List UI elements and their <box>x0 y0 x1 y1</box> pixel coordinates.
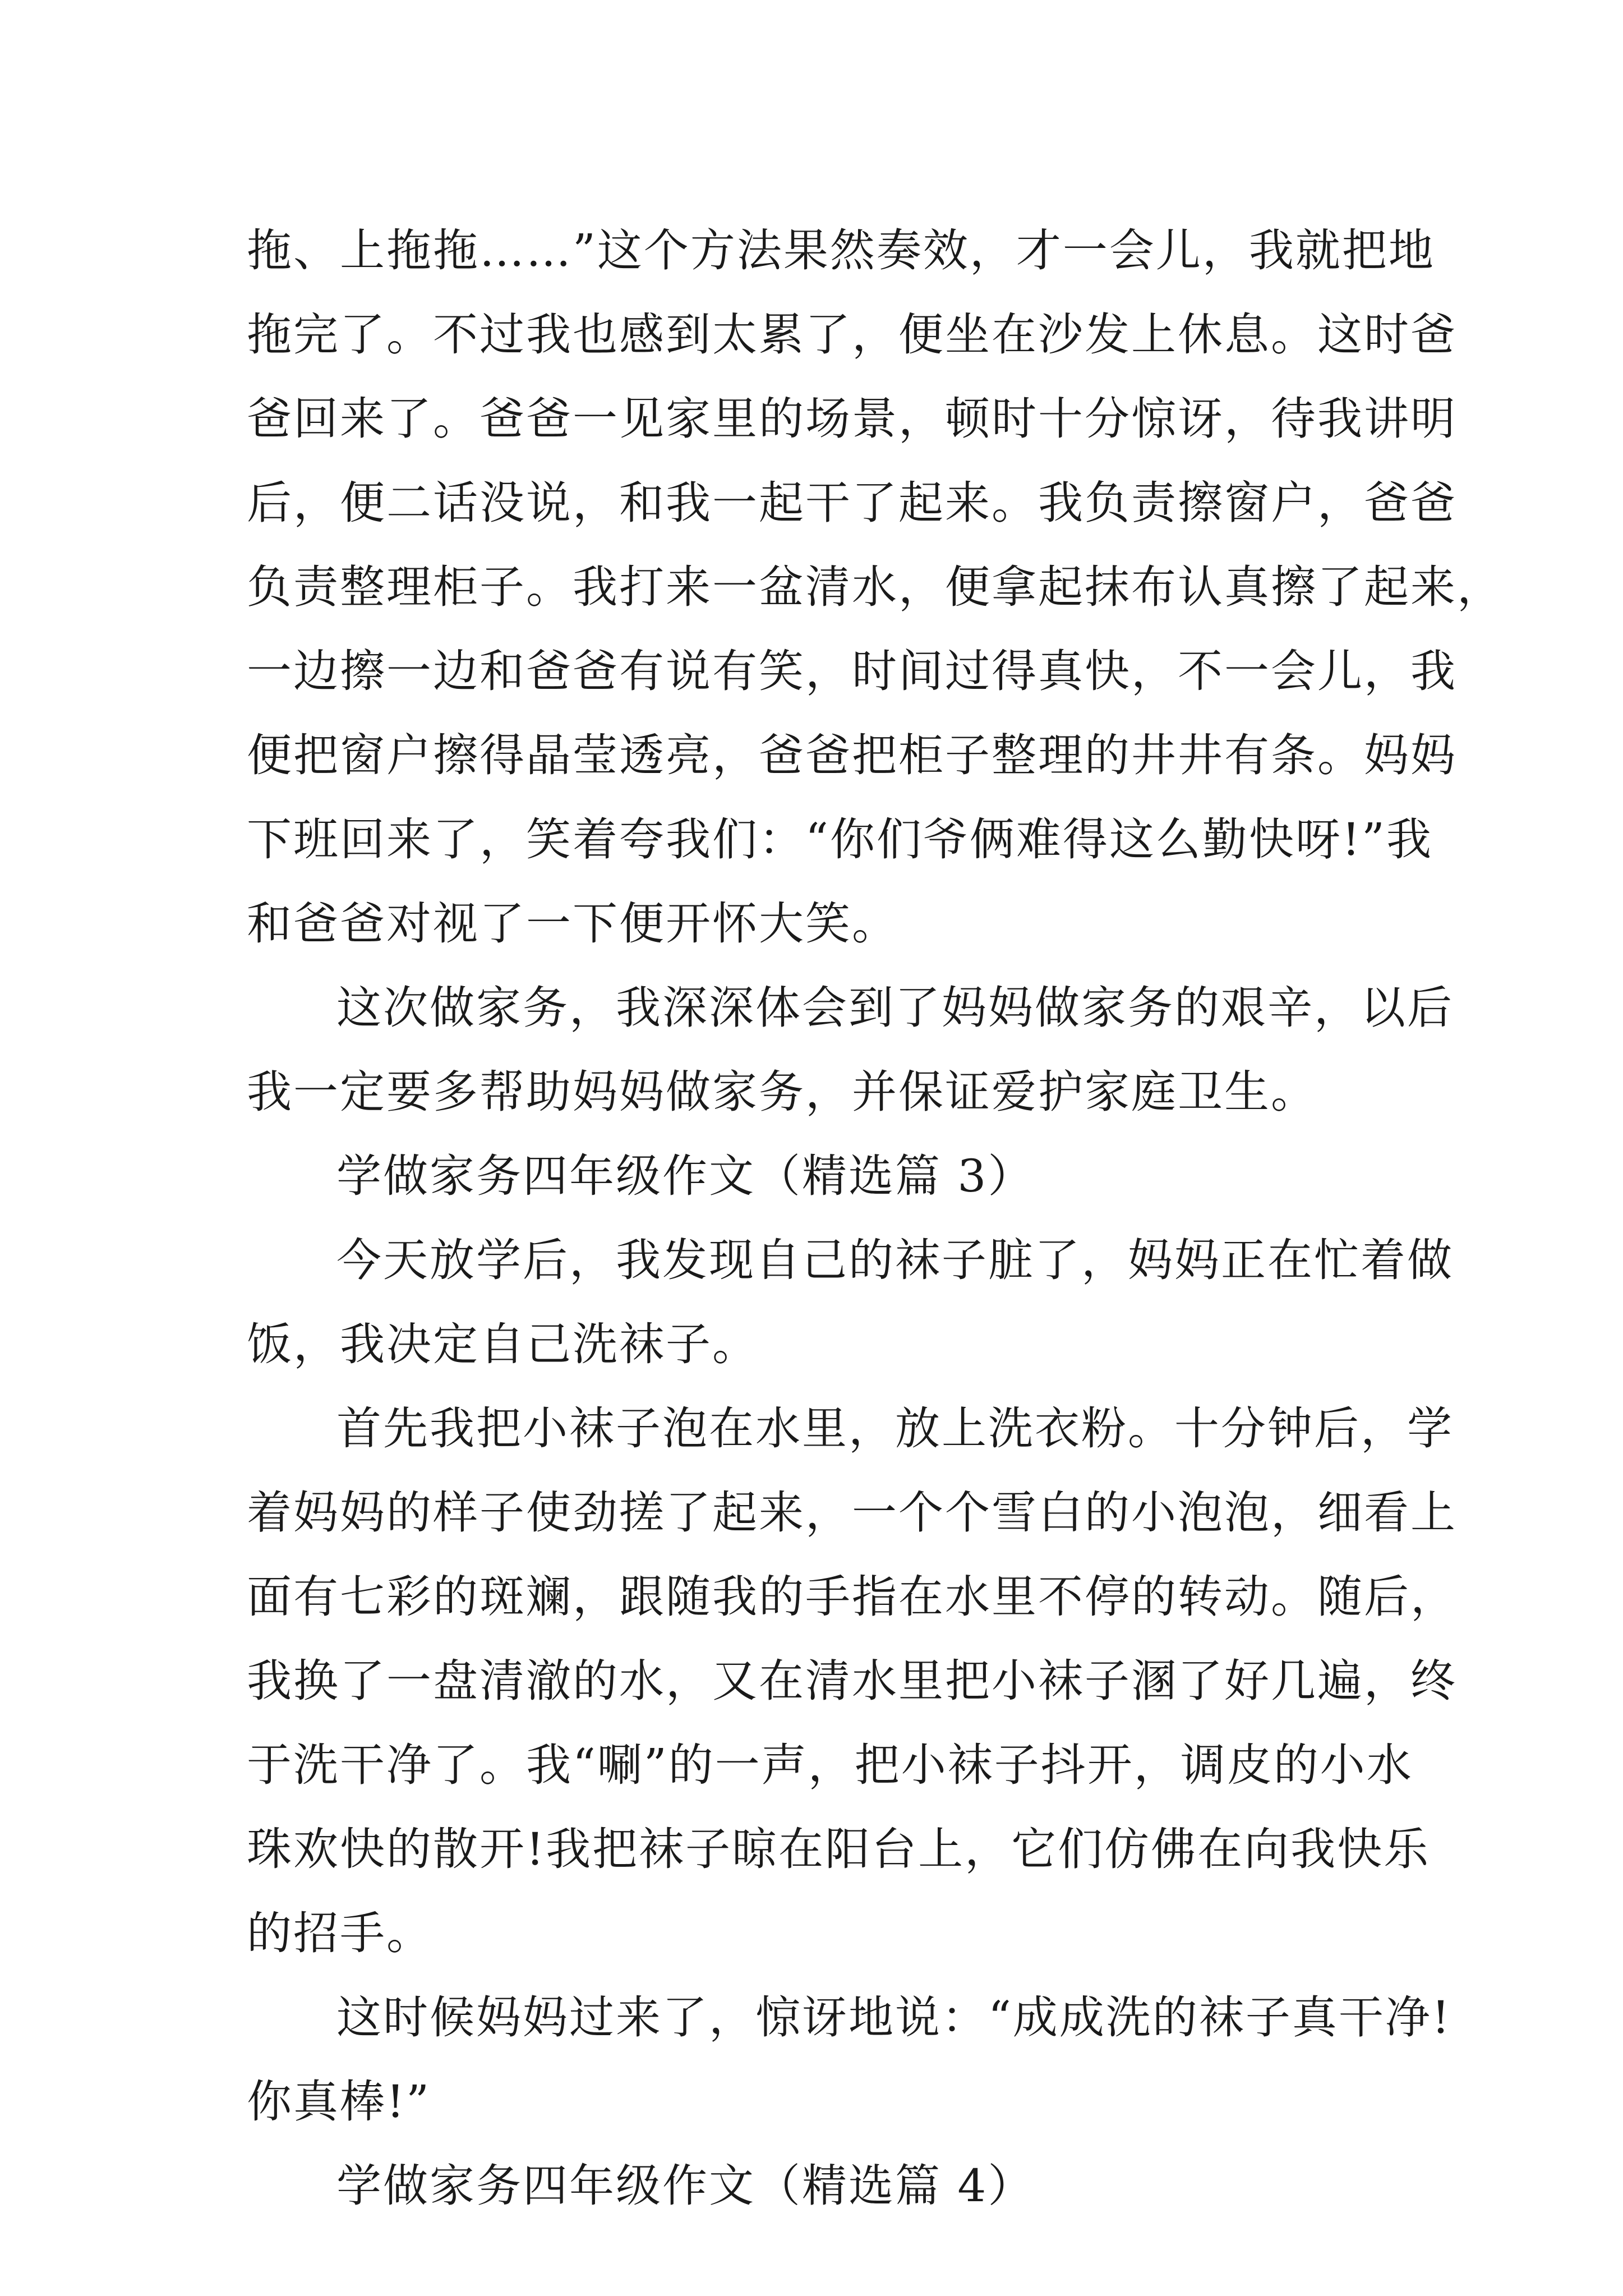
text-line: 后，便二话没说，和我一起干了起来。我负责擦窗户，爸爸 <box>247 477 1457 529</box>
text-line: 负责整理柜子。我打来一盆清水，便拿起抹布认真擦了起来， <box>247 561 1504 613</box>
paragraph-start-line: 这时候妈妈过来了，惊讶地说：“成成洗的袜子真干净! <box>336 1991 1452 2044</box>
text-line: 拖完了。不过我也感到太累了，便坐在沙发上休息。这时爸 <box>247 309 1457 361</box>
section-heading-3: 学做家务四年级作文（精选篇 3） <box>336 1150 1035 1202</box>
text-line: 爸回来了。爸爸一见家里的场景，顿时十分惊讶，待我讲明 <box>247 393 1457 445</box>
paragraph-start-line: 这次做家务，我深深体会到了妈妈做家务的艰辛，以后 <box>336 982 1454 1034</box>
text-line: 下班回来了，笑着夸我们：“你们爷俩难得这么勤快呀!”我 <box>247 813 1433 866</box>
text-line: 我一定要多帮助妈妈做家务，并保证爱护家庭卫生。 <box>247 1066 1317 1118</box>
text-line: 一边擦一边和爸爸有说有笑，时间过得真快，不一会儿，我 <box>247 645 1457 697</box>
text-line: 和爸爸对视了一下便开怀大笑。 <box>247 898 898 950</box>
text-line: 我换了一盘清澈的水，又在清水里把小袜子溷了好几遍，终 <box>247 1655 1457 1707</box>
paragraph-start-line: 首先我把小袜子泡在水里，放上洗衣粉。十分钟后，学 <box>336 1402 1454 1455</box>
text-line: 饭，我决定自己洗袜子。 <box>247 1318 759 1370</box>
text-line: 便把窗户擦得晶莹透亮，爸爸把柜子整理的井井有条。妈妈 <box>247 729 1457 781</box>
section-heading-4: 学做家务四年级作文（精选篇 4） <box>336 2160 1035 2212</box>
text-line: 面有七彩的斑斓，跟随我的手指在水里不停的转动。随后， <box>247 1571 1457 1623</box>
paragraph-start-line: 今天放学后，我发现自己的袜子脏了，妈妈正在忙着做 <box>336 1234 1454 1286</box>
text-line: 的招手。 <box>247 1907 433 1959</box>
essay-body <box>247 209 1504 2228</box>
text-line: 于洗干净了。我“唰”的一声，把小袜子抖开，调皮的小水 <box>247 1739 1413 1791</box>
text-line: 着妈妈的样子使劲搓了起来，一个个雪白的小泡泡，细看上 <box>247 1487 1457 1539</box>
text-line: 珠欢快的散开!我把袜子晾在阳台上，它们仿佛在向我快乐 <box>247 1823 1431 1875</box>
text-line: 拖、上拖拖……”这个方法果然奏效，才一会儿，我就把地 <box>247 224 1435 277</box>
text-line: 你真棒!” <box>247 2076 431 2128</box>
